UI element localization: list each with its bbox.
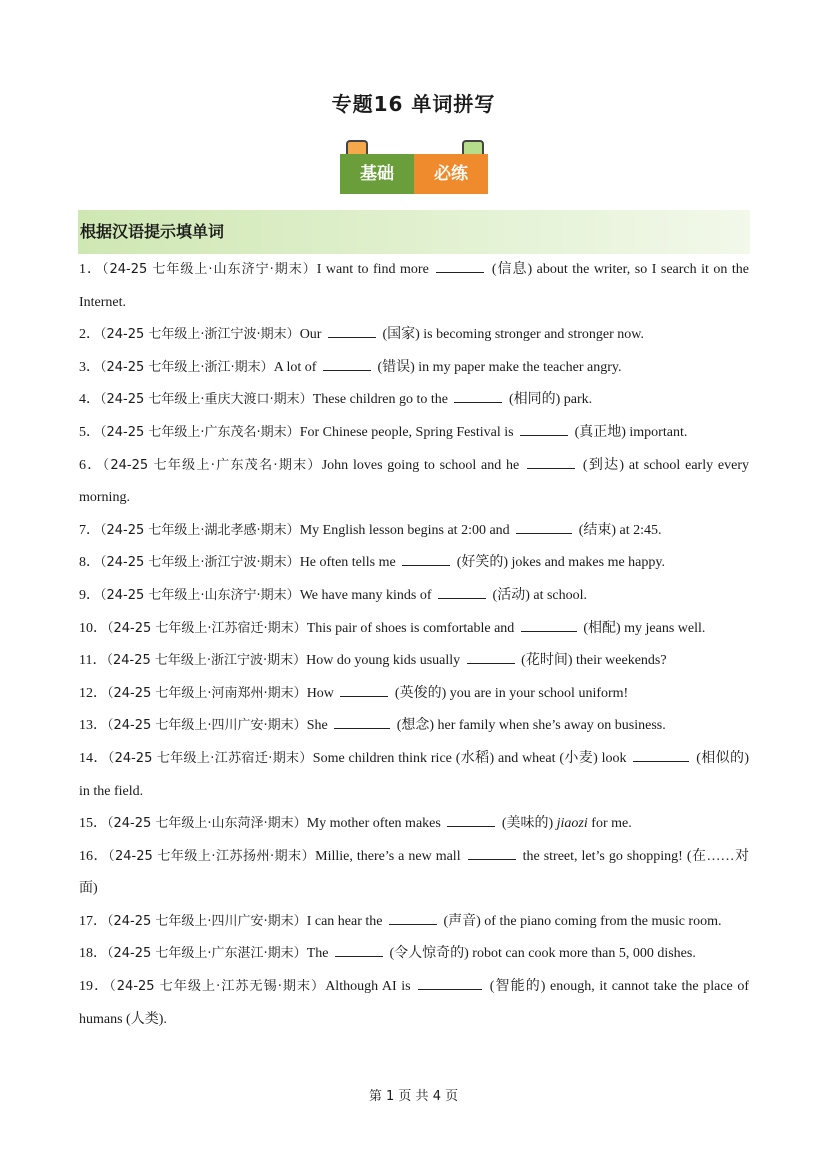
question-text-after: (声音) of the piano coming from the music room.: [443, 913, 722, 929]
question-text-before: A lot of: [273, 359, 317, 375]
question-text-before: The: [306, 946, 329, 962]
question-item: [79, 319, 749, 352]
question-text-after: (智能的) enough, it cannot take the place of humans (人类).: [79, 979, 750, 1027]
question-source: （24-25 七年级上·浙江宁波·期末）: [100, 327, 300, 343]
answer-blank[interactable]: [335, 942, 383, 957]
question-source: （24-25 七年级上·江苏无锡·期末）: [109, 979, 326, 995]
question-source: （24-25 七年级上·山东济宁·期末）: [102, 262, 317, 277]
question-item: [79, 417, 749, 450]
badge-label-basic: 基础: [340, 154, 414, 194]
answer-blank[interactable]: [527, 454, 575, 469]
question-item: [79, 450, 749, 515]
question-text-before: How: [306, 685, 334, 701]
question-text-after: (真正地) important.: [574, 424, 688, 440]
answer-blank[interactable]: [328, 323, 376, 338]
question-item: [79, 678, 749, 711]
question-text-after: (花时间) their weekends?: [521, 653, 667, 669]
question-source: （24-25 七年级上·江苏宿迁·期末）: [107, 620, 307, 636]
question-number: 16．: [79, 848, 108, 864]
answer-blank[interactable]: [340, 682, 388, 697]
question-source: （24-25 七年级上·广东茂名·期末）: [102, 457, 322, 473]
question-text-before: For Chinese people, Spring Festival is: [299, 424, 514, 440]
question-item: [79, 254, 749, 319]
badge-label-practice: 必练: [414, 154, 488, 194]
question-number: 2．: [79, 327, 100, 343]
question-text-before: This pair of shoes is comfortable and: [306, 620, 515, 636]
question-number: 10．: [79, 620, 107, 636]
answer-blank[interactable]: [520, 421, 568, 436]
question-item: [79, 938, 749, 971]
question-source: （24-25 七年级上·江苏扬州·期末）: [108, 848, 316, 864]
answer-blank[interactable]: [633, 747, 689, 762]
question-text-before: He often tells me: [299, 555, 396, 571]
question-source: （24-25 七年级上·浙江宁波·期末）: [106, 653, 307, 669]
question-item: [79, 906, 749, 939]
question-item: [79, 547, 749, 580]
question-number: 18．: [79, 946, 107, 962]
question-text-after: (相同的) park.: [508, 392, 593, 408]
question-item: [79, 841, 749, 906]
question-item: [79, 613, 749, 646]
question-number: 17．: [79, 913, 107, 929]
question-item: [79, 743, 749, 808]
question-number: 19．: [79, 979, 110, 995]
question-source: （24-25 七年级上·四川广安·期末）: [107, 718, 307, 734]
question-source: （24-25 七年级上·广东湛江·期末）: [107, 946, 307, 962]
question-text-after: (美味的) jiaozi for me.: [501, 816, 632, 832]
question-text-after: (到达) at school early every morning.: [79, 457, 749, 506]
question-number: 9．: [79, 587, 100, 603]
question-number: 14．: [79, 750, 108, 766]
question-text-after: (好笑的) jokes and makes me happy.: [456, 555, 665, 571]
question-text-after: (国家) is becoming stronger and stronger now.: [382, 327, 645, 343]
question-number: 6．: [79, 457, 103, 473]
question-text-before: My English lesson begins at 2:00 and: [299, 522, 510, 538]
question-source: （24-25 七年级上·浙江·期末）: [100, 359, 274, 375]
question-number: 5．: [79, 424, 100, 440]
answer-blank[interactable]: [418, 975, 482, 990]
answer-blank[interactable]: [436, 258, 484, 273]
question-text-before: Millie, there’s a new mall: [315, 848, 461, 864]
question-source: （24-25 七年级上·浙江宁波·期末）: [100, 555, 300, 571]
question-item: [79, 710, 749, 743]
question-text-after: (相似的) in the field.: [79, 750, 749, 799]
question-source: （24-25 七年级上·江苏宿迁·期末）: [107, 750, 313, 766]
question-text-before: She: [306, 718, 328, 734]
question-item: [79, 580, 749, 613]
answer-blank[interactable]: [447, 812, 495, 827]
question-number: 7．: [79, 522, 100, 538]
answer-blank[interactable]: [334, 714, 390, 729]
question-text-after: (错误) in my paper make the teacher angry.: [377, 359, 622, 375]
question-number: 4．: [79, 392, 100, 408]
question-item: [79, 384, 749, 417]
question-text-before: I can hear the: [306, 913, 383, 929]
question-number: 15．: [79, 816, 107, 832]
question-text-before: Although AI is: [325, 979, 411, 995]
question-source: （24-25 七年级上·重庆大渡口·期末）: [100, 392, 313, 408]
answer-blank[interactable]: [389, 910, 437, 925]
section-badge: [340, 140, 488, 194]
question-text-after: (信息) about the writer, so I search it on the Internet.: [79, 262, 750, 310]
question-text-after: (结束) at 2:45.: [578, 522, 662, 538]
section-heading: 根据汉语提示填单词: [78, 210, 750, 254]
question-number: 13．: [79, 718, 107, 734]
page-footer: 第 1 页 共 4 页: [368, 1089, 459, 1104]
answer-blank[interactable]: [521, 617, 577, 632]
question-source: （24-25 七年级上·山东济宁·期末）: [100, 587, 300, 603]
question-text-before: I want to find more: [316, 262, 429, 277]
question-text-after: the street, let’s go shopping! (在……对面): [79, 848, 749, 897]
answer-blank[interactable]: [467, 649, 515, 664]
question-source: （24-25 七年级上·河南郑州·期末）: [107, 685, 307, 701]
question-item: [79, 645, 749, 678]
question-number: 3．: [79, 359, 100, 375]
answer-blank[interactable]: [454, 388, 502, 403]
question-text-before: These children go to the: [312, 392, 448, 408]
page-title: 专题16 单词拼写: [331, 92, 496, 116]
question-item: [79, 971, 749, 1036]
question-item: [79, 808, 749, 841]
question-text-before: We have many kinds of: [299, 587, 432, 603]
question-text-after: (想念) her family when she’s away on business.: [396, 718, 666, 734]
question-source: （24-25 七年级上·四川广安·期末）: [107, 913, 307, 929]
question-text-before: How do young kids usually: [306, 653, 461, 669]
question-text-before: Our: [299, 327, 322, 343]
answer-blank[interactable]: [323, 356, 371, 371]
question-number: 11．: [79, 653, 107, 669]
question-text-before: John loves going to school and he: [321, 457, 520, 473]
answer-blank[interactable]: [438, 584, 486, 599]
question-text-before: My mother often makes: [306, 816, 441, 832]
question-text-after: (相配) my jeans well.: [583, 620, 706, 636]
question-number: 12．: [79, 685, 107, 701]
question-text-before: Some children think rice (水稻) and wheat (小麦) look: [312, 750, 627, 766]
question-text-after: (活动) at school.: [492, 587, 588, 603]
question-list: [79, 254, 749, 1036]
question-source: （24-25 七年级上·广东茂名·期末）: [100, 424, 300, 440]
question-item: [79, 352, 749, 385]
question-source: （24-25 七年级上·湖北孝感·期末）: [100, 522, 300, 538]
answer-blank[interactable]: [516, 519, 572, 534]
question-text-after: (英俊的) you are in your school uniform!: [394, 685, 629, 701]
question-source: （24-25 七年级上·山东菏泽·期末）: [107, 816, 307, 832]
question-number: 8．: [79, 555, 100, 571]
answer-blank[interactable]: [402, 551, 450, 566]
question-item: [79, 515, 749, 548]
answer-blank[interactable]: [468, 845, 516, 860]
question-text-after: (令人惊奇的) robot can cook more than 5, 000 dishes.: [389, 946, 696, 962]
question-number: 1．: [79, 262, 103, 277]
